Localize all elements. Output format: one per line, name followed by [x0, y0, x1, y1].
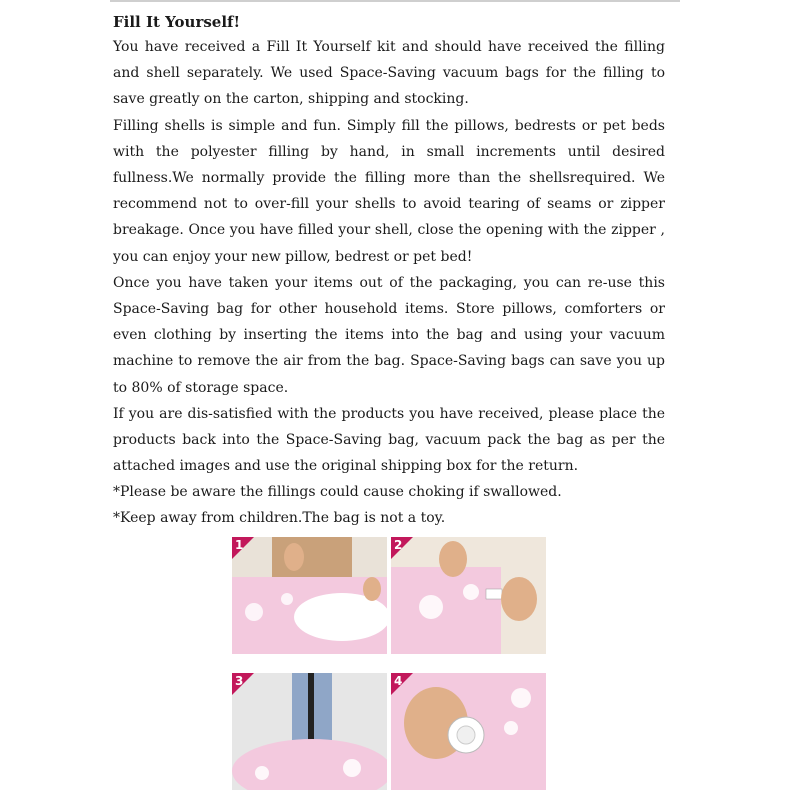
step-photo-2: [391, 537, 546, 654]
paragraph-reuse: Once you have taken your items out of the packaging, you can re-use this Space-Saving bag for other household items. Store pillows, comforters or even clothing by inserting the items into the bag and using your vacuum machine to remove the air from the bag. Space-Saving bags can save you up to 80% of storage space.: [113, 274, 665, 396]
instruction-sheet: [113, 10, 665, 531]
step-number-1: 1: [235, 538, 244, 552]
step-photo-3: [232, 673, 387, 790]
step-photo-1: [232, 537, 387, 654]
warning-children: *Keep away from children.The bag is not a toy.: [113, 510, 446, 527]
step-photos: [232, 537, 550, 792]
step-photo-4: [391, 673, 546, 790]
paragraph-intro: You have received a Fill It Yourself kit and should have received the filling and shell separately. We used Space-Saving vacuum bags for the filling to save greatly on the carton, shipping and stocking.: [113, 39, 665, 108]
step-4-illustration: [391, 673, 546, 790]
paragraph-filling: Filling shells is simple and fun. Simply fill the pillows, bedrests or pet beds with the polyester filling by hand, in small increments until desired fullness.We normally provide the filling more than the shellsrequired. We recommend not to over-fill your shells to avoid tearing of seams or zipper breakage. Once you have filled your shell, close the opening with the zipper , you can enjoy your new pillow, bedrest or pet bed!: [113, 117, 665, 265]
warning-choking: *Please be aware the fillings could cause choking if swallowed.: [113, 484, 562, 501]
paragraph-returns: If you are dis-satisfied with the products you have received, please place the products back into the Space-Saving bag, vacuum pack the bag as per the attached images and use the original shipping box for the return.: [113, 405, 665, 475]
step-2-illustration: [391, 537, 546, 654]
top-divider: [110, 0, 680, 2]
step-number-4: 4: [394, 674, 403, 688]
step-1-illustration: [232, 537, 387, 654]
step-number-3: 3: [235, 674, 244, 688]
page-title: Fill It Yourself!: [113, 13, 241, 31]
step-number-2: 2: [394, 538, 403, 552]
step-3-illustration: [232, 673, 387, 790]
